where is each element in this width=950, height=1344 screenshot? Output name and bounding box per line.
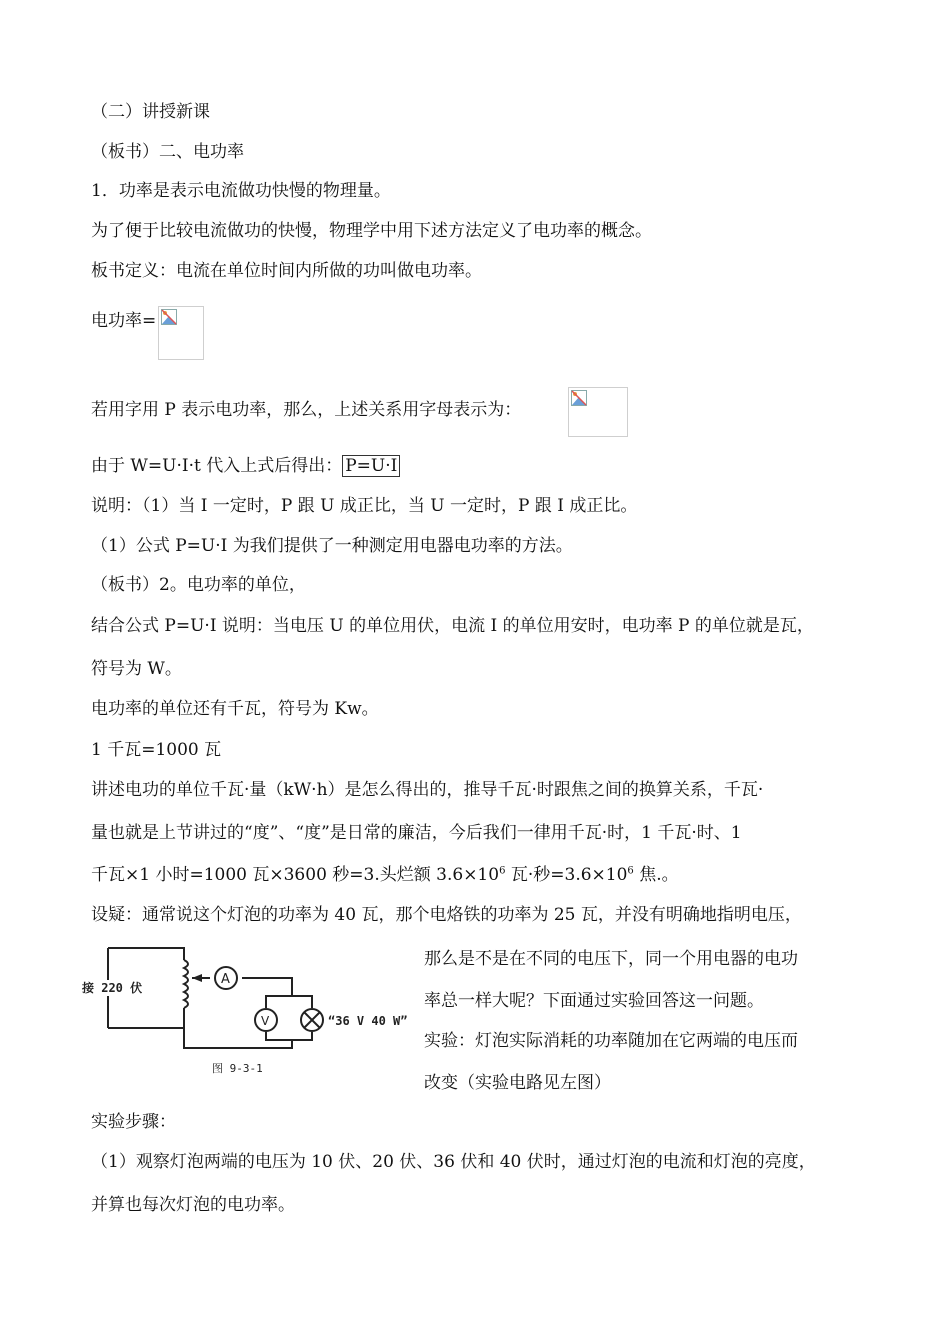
superscript: 6: [627, 865, 634, 877]
text-line: 并算也每次灯泡的电功率。: [91, 1195, 295, 1215]
text-line: （1）公式 P=U·I 为我们提供了一种测定用电器电功率的方法。: [91, 536, 573, 556]
circuit-diagram: [82, 938, 416, 1088]
text-line: 若用字用 P 表示电功率，那么，上述关系用字母表示为：: [91, 400, 522, 420]
text-line: 结合公式 P=U·I 说明：当电压 U 的单位用伏，电流 I 的单位用安时，电功率 P 的单位就是瓦，: [91, 616, 814, 636]
text-line: 板书定义：电流在单位时间内所做的功叫做电功率。: [91, 261, 482, 281]
text-span: 千瓦×1 小时=1000 瓦×3600 秒=3.头烂额 3.6×10: [91, 865, 500, 885]
text-line: 为了便于比较电流做功的快慢，物理学中用下述方法定义了电功率的概念。: [91, 221, 652, 241]
text-span: 瓦·秒=3.6×10: [505, 865, 628, 885]
text-line: 那么是不是在不同的电压下，同一个用电器的电功: [424, 949, 798, 969]
board-heading: （板书）二、电功率: [91, 142, 244, 162]
text-line: （1）观察灯泡两端的电压为 10 伏、20 伏、36 伏和 40 伏时，通过灯泡的电流和灯泡的亮度，: [91, 1152, 816, 1172]
text-line: （板书）2。电功率的单位，: [91, 575, 306, 595]
text-line: 量也就是上节讲过的“度”、“度”是日常的廉洁，今后我们一律用千瓦·时，1 千瓦·时、1: [91, 823, 742, 843]
text-line: 改变（实验电路见左图）: [424, 1073, 611, 1093]
text-span: 焦.。: [633, 865, 679, 885]
text-line: 设疑：通常说这个灯泡的功率为 40 瓦，那个电烙铁的功率为 25 瓦，并没有明确地指明电压，: [91, 905, 802, 925]
text-line: 率总一样大呢？下面通过实验回答这一问题。: [424, 991, 764, 1011]
text-line: [91, 454, 400, 478]
text-line: 说明：（1）当 I 一定时，P 跟 U 成正比，当 U 一定时，P 跟 I 成正比。: [91, 496, 638, 516]
ammeter-symbol: A: [221, 972, 230, 987]
text-line: 实验步骤：: [91, 1112, 176, 1132]
voltmeter-symbol: V: [261, 1014, 270, 1028]
text-line: 1 千瓦=1000 瓦: [91, 740, 222, 760]
superscript: 6: [499, 865, 506, 877]
text-line: 讲述电功的单位千瓦·量（kW·h）是怎么得出的，推导千瓦·时跟焦之间的换算关系，千瓦·: [91, 780, 764, 800]
broken-image-icon: [568, 387, 628, 437]
text-span: 由于 W=U·I·t 代入上式后得出：: [91, 456, 343, 476]
formula-label: 电功率=: [91, 311, 157, 331]
figure-caption: 图 9-3-1: [212, 1062, 263, 1075]
text-line: 电功率的单位还有千瓦，符号为 Kw。: [91, 699, 379, 719]
lamp-label: “36 V 40 W”: [328, 1014, 408, 1028]
text-line: [91, 863, 679, 887]
broken-image-icon: [158, 306, 204, 360]
text-line: 符号为 W。: [91, 659, 182, 679]
text-line: 1．功率是表示电流做功快慢的物理量。: [91, 181, 391, 201]
boxed-formula: P=U·I: [342, 455, 400, 477]
supply-label: 接 220 伏: [82, 981, 143, 995]
text-line: 实验：灯泡实际消耗的功率随加在它两端的电压而: [424, 1031, 798, 1051]
section-heading: （二）讲授新课: [91, 102, 210, 122]
